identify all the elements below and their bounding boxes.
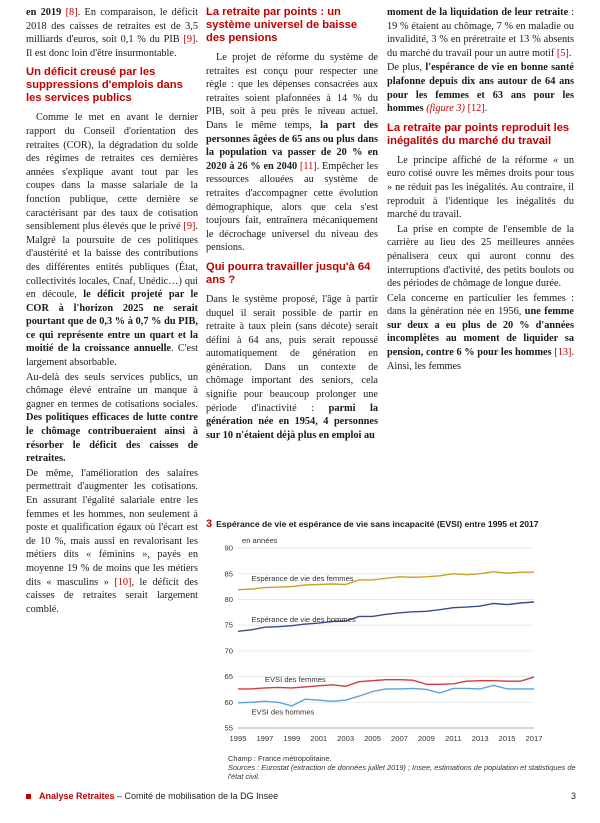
text: . Malgré la poursuite de ces politiques d'austérité et la baisse des contributions des différentes entités publiques (État, collectivités locales, Cnaf, Unédic…) qui en découle, (26, 221, 198, 301)
paragraph (206, 293, 378, 443)
figure-notes (228, 754, 578, 781)
series-line (238, 685, 534, 706)
section-heading: Un déficit creusé par les suppressions d'emplois dans les services publics (26, 66, 183, 105)
x-tick-label: 1999 (283, 734, 301, 743)
section-heading: La retraite par points : un système universel de baisse des pensions (206, 6, 358, 44)
footer-square-icon (26, 794, 31, 799)
text: Le projet de réforme du système de retraites est conçu pour respecter une règle : que les dépenses consacrées aux retraites soient plafonnées à 14 % du PIB, soit à peu près le niveau actuel. Dans le même temps, (206, 52, 378, 131)
y-tick-label: 75 (224, 620, 233, 630)
y-axis-label: en années (242, 536, 278, 545)
paragraph: De plus, l'espérance de vie en bonne santé plafonne depuis dix ans autour de 64 ans pour les femmes et 63 ans pour les hommes (figure 3) [12]. (387, 62, 574, 115)
text: . C'est largement absorbable. (26, 343, 199, 369)
paragraph (387, 292, 574, 374)
reference-link[interactable]: [9] (183, 221, 196, 233)
figure-number: 3 (206, 518, 213, 530)
text: Comme le met en avant le dernier rapport du Conseil d'orientation des retraites (COR), la dégradation du solde des régimes de retraites ces dernières années s'explique avant tout par les coupes dans la masse salariale de la fonction publique, cette dernière se caractérisant par des taux de cotisation sensiblement plus élevés que le privé (26, 112, 198, 233)
text: , le déficit des caisses de retraites serait largement comblé. (26, 576, 198, 615)
series-label: EVSI des femmes (264, 674, 326, 684)
x-tick-label: 2011 (445, 734, 462, 743)
y-tick-label: 70 (224, 646, 233, 656)
reference-link[interactable]: [11] (299, 160, 317, 172)
paragraph (26, 371, 198, 466)
y-tick-label: 90 (224, 543, 233, 553)
paragraph (26, 111, 198, 369)
x-tick-label: 2015 (498, 734, 516, 743)
paragraph (206, 51, 378, 255)
figure-source: Sources : Eurostat (extraction de données juillet 2019) ; Insee, estimations de population et statistiques de l'état civil. (228, 763, 576, 781)
figure-reference[interactable]: (figure 3) (426, 103, 465, 115)
x-tick-label: 2003 (337, 734, 355, 743)
x-tick-label: 2001 (310, 734, 328, 743)
bold-text: le déficit projeté par le COR à l'horizon 2025 ne serait pourtant que de 0,3 % à 0,7 % du PIB, ce qui représente entre un quart et la moitié de la croissance annuelle (26, 289, 198, 355)
y-axis-ticks (225, 544, 233, 733)
reference-link[interactable]: [10] (114, 576, 132, 588)
paragraph (387, 6, 574, 60)
x-tick-label: 2007 (391, 734, 408, 743)
reference-link[interactable]: [13] (554, 347, 572, 359)
text: Cela concerne en particulier les femmes : dans la génération née en 1956, (387, 292, 574, 318)
reference-link[interactable]: [9] (183, 34, 196, 46)
text: De plus, (387, 62, 426, 74)
page-footer (26, 791, 576, 801)
bold-text: une femme sur deux a eu plus de 20 % d'années incomplètes au moment de liquider sa pension, contre 6 % pour les hommes (387, 306, 574, 359)
chart-series (238, 572, 534, 717)
bold-text: la part des personnes âgées de 65 ans ou plus dans la population va passer de 20 % en 2020 à 26 % en 2040 (206, 119, 378, 172)
paragraph: La prise en compte de l'ensemble de la carrière au lieu des 25 meilleures années pénalisera ceux qui auront connu des interruptions d'activité, des petits boulots ou des périodes de chômage de longue durée. (387, 223, 574, 290)
reference-link[interactable]: [8] (65, 7, 78, 18)
series-label: EVSI des hommes (251, 707, 315, 717)
x-tick-label: 1997 (256, 734, 274, 743)
x-tick-label: 2017 (525, 734, 543, 743)
x-tick-label: 2013 (471, 734, 489, 743)
paragraph (26, 467, 198, 617)
reference-link[interactable]: [5] (556, 47, 569, 59)
paragraph: Le principe affiché de la réforme « un euro cotisé ouvre les mêmes droits pour tous » ne réduit pas les inégalités. Au contraire, il reproduit à l'identique les inégalités du marché du travail. (387, 154, 574, 221)
column-2 (206, 6, 378, 443)
bold-text: moment de la liquidation de leur retraite (387, 7, 569, 18)
section-heading: Qui pourra travailler jusqu'à 64 ans ? (206, 260, 371, 286)
bold-text: Des politiques efficaces de lutte contre le chômage contribueraient ainsi à résorber le déficit des caisses de retraites. (26, 412, 198, 465)
series-label: Espérance de vie des hommes (251, 614, 356, 624)
section-heading: La retraite par points reproduit les inégalités du marché du travail (387, 121, 570, 147)
column-3 (387, 6, 574, 374)
text: : 19 % étaient au chômage, 7 % en maladie ou invalidité, 3 % en préretraite et 13 % absents du marché du travail pour un autre motif (387, 7, 574, 59)
reference-link[interactable]: [12] (467, 103, 485, 115)
life-expectancy-chart (206, 532, 576, 752)
x-tick-label: 2009 (417, 734, 435, 743)
x-tick-label: 2005 (364, 734, 381, 743)
text: . Ainsi, les femmes (387, 347, 575, 372)
bold-text: l'espérance de vie en bonne santé plafonne depuis dix ans autour de 64 ans pour les femmes et 63 ans pour les hommes (387, 62, 574, 115)
y-tick-label: 80 (224, 595, 233, 605)
series-label: Espérance de vie des femmes (251, 574, 354, 584)
footer-brand: Analyse Retraites (39, 791, 115, 801)
y-tick-label: 60 (224, 697, 233, 707)
page-number: 3 (570, 791, 576, 801)
bold-text: parmi la génération née en 1954, 4 personnes sur 10 n'étaient déjà plus en emploi au (206, 402, 378, 441)
figure-title-text: Espérance de vie et espérance de vie sans incapacité (EVSI) entre 1995 et 2017 (216, 519, 539, 529)
text: . Il est donc loin d'être insurmontable. (26, 34, 198, 59)
figure-title (206, 518, 576, 530)
footer-text: – Comité de mobilisation de la DG Insee (114, 791, 279, 801)
column-1 (26, 6, 198, 617)
x-axis-ticks (230, 734, 543, 743)
text: Au-delà des seuls services publics, un chômage élevé entraîne un manque à gagner en termes de cotisations sociales. (26, 371, 198, 410)
text: . (568, 47, 572, 59)
y-tick-label: 65 (224, 672, 233, 682)
figure-scope-note: Champ : France métropolitaine. (228, 754, 332, 763)
text: . En comparaison, le déficit 2018 des caisses de retraites est de 3,5 milliards d'euros, soit 0,1 % du PIB (26, 7, 198, 46)
text: . Empêcher les ressources allouées au système de retraites d'accompagner cette évolution démographique, alors que cela s'est toujours fait, entraînera mécaniquement le décrochage universel du niveau des pensions. (206, 160, 378, 254)
x-tick-label: 1995 (229, 734, 247, 743)
text: De même, l'amélioration des salaires permettrait d'augmenter les cotisations. En assurant l'égalité salariale entre les femmes et les hommes, non seulement à poste et qualification égaux où l'écart est de 10 %, mais aussi en revalorisant les métiers dits « féminins », payés en moyenne 19 % de moins que les métiers dits « masculins » (26, 467, 198, 588)
y-tick-label: 55 (224, 723, 233, 733)
y-tick-label: 85 (224, 569, 233, 579)
paragraph (26, 6, 198, 60)
text: Dans le système proposé, l'âge à partir duquel il serait possible de partir en retraite à taux plein (sans décote) serait défini à 64 ans, puis serait repoussé automatiquement de génération en génération. Dans un contexte de chômage important des seniors, cela signifie pour beaucoup prolonger une période d'inactivité : (206, 293, 378, 414)
bold-text: en 2019 (26, 7, 66, 18)
